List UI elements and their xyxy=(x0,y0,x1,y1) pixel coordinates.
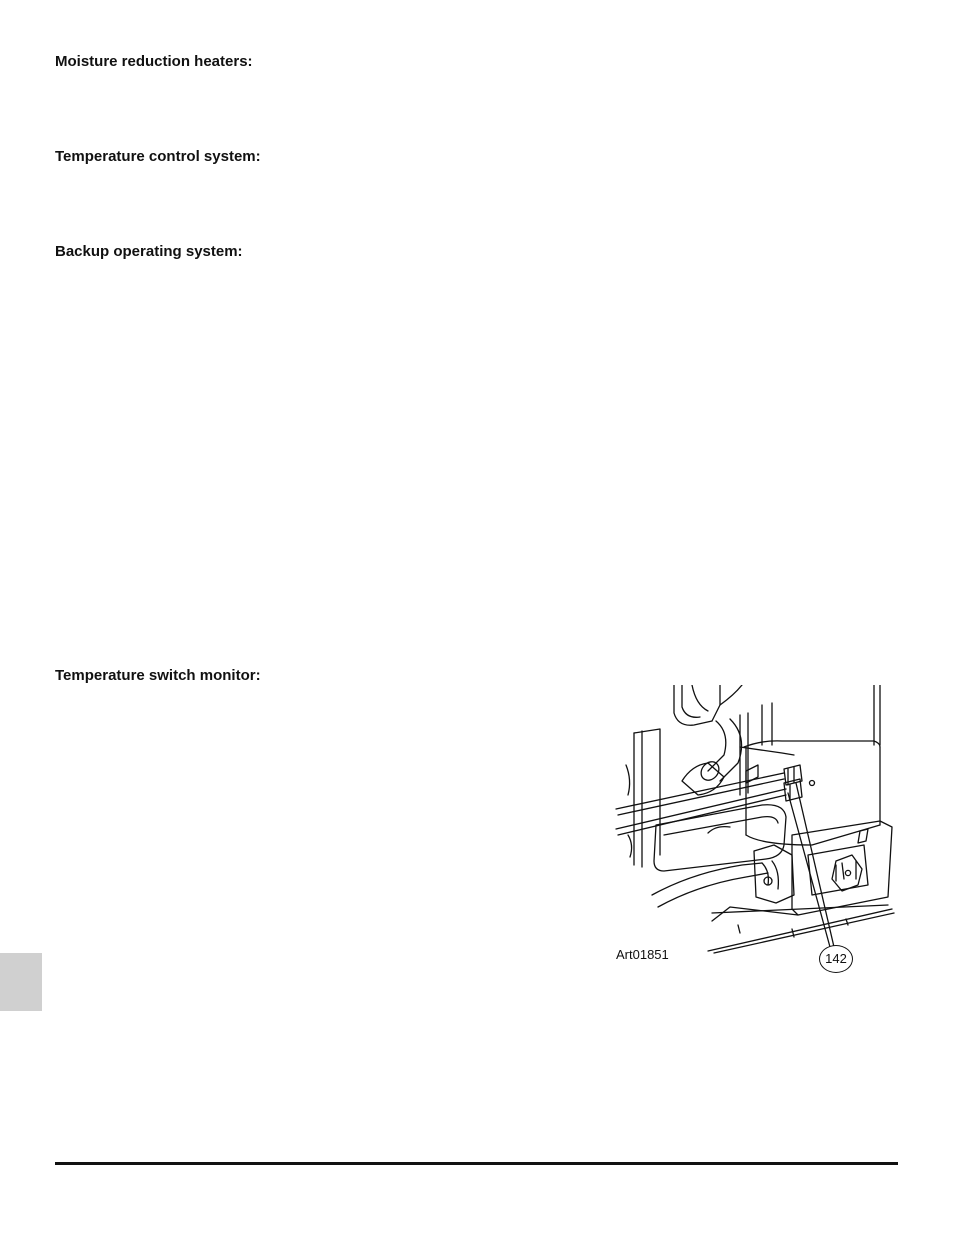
callout-number: 142 xyxy=(819,945,853,973)
heading-temperature-switch-monitor: Temperature switch monitor: xyxy=(55,667,261,684)
heading-temperature-control-system: Temperature control system: xyxy=(55,148,261,165)
footer-divider xyxy=(55,1162,898,1165)
heading-moisture-reduction-heaters: Moisture reduction heaters: xyxy=(55,53,253,70)
heading-backup-operating-system: Backup operating system: xyxy=(55,243,243,260)
section-tab xyxy=(0,953,42,1011)
temperature-switch-illustration xyxy=(612,685,902,980)
art-reference-label: Art01851 xyxy=(616,947,669,962)
equipment-line-drawing xyxy=(612,685,902,980)
